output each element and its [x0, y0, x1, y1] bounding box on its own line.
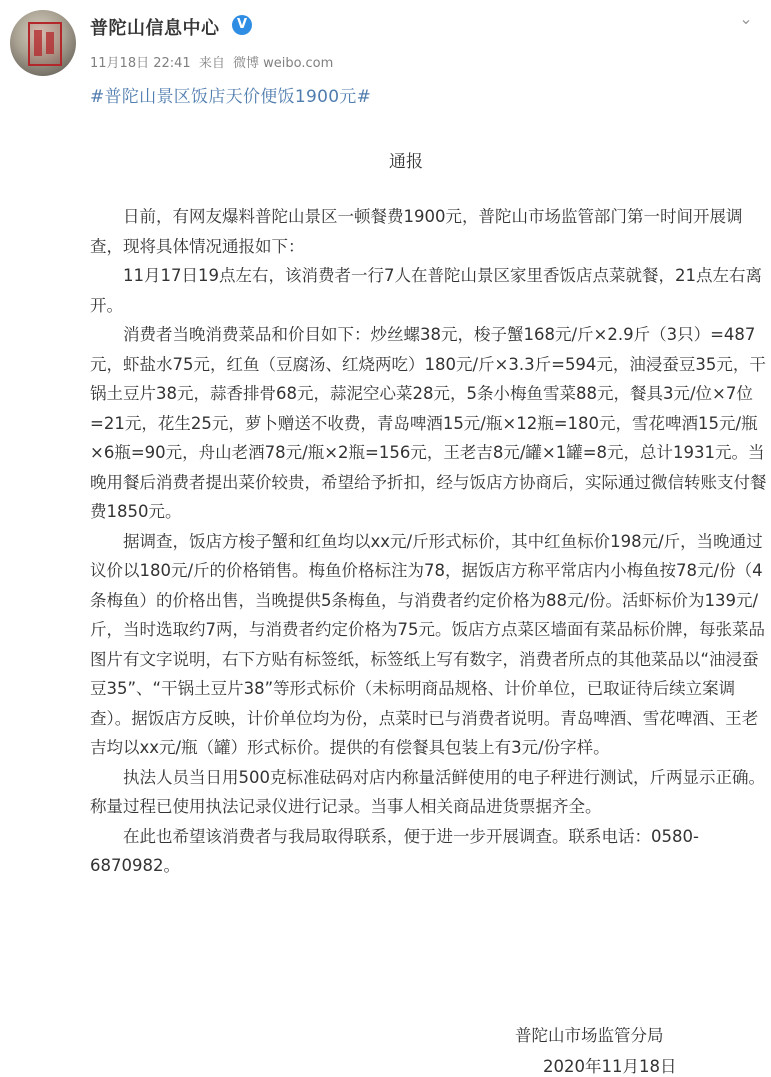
source-prefix: 来自: [198, 56, 225, 71]
post-timestamp[interactable]: 11月18日 22:41: [90, 56, 191, 71]
notice-paragraph: 日前，有网友爆料普陀山景区一顿餐费1900元，普陀山市场监管部门第一时间开展调查，现将具体情况通报如下：: [90, 207, 743, 256]
avatar[interactable]: [10, 10, 76, 76]
verified-badge-icon: V: [232, 15, 252, 35]
notice-paragraph: 消费者当晚消费菜品和价目如下：炒丝螺38元，梭子蟹168元/斤×2.9斤（3只）=487元，虾盐水75元，红鱼（豆腐汤、红烧两吃）180元/斤×3.3斤=594元，油浸蚕豆35元，干锅土豆片38元，蒜香排骨68元，蒜泥空心菜28元，5条小梅鱼雪菜88元，餐具3元/位×7位=21元，花生25元，萝卜赠送不收费，青岛啤酒15元/瓶×12瓶=180元，雪花啤酒15元/瓶×6瓶=90元，舟山老酒78元/瓶×2瓶=156元，王老吉8元/罐×1罐=8元，总计1931元。当晚用餐后消费者提出菜价较贵，希望给予折扣，经与饭店方协商后，实际通过微信转账支付餐费1850元。: [90, 325, 767, 521]
weibo-post-header: [0, 0, 771, 110]
notice-paragraph: 在此也希望该消费者与我局取得联系，便于进一步开展调查。联系电话：0580-6870982。: [90, 826, 699, 875]
hashtag-link[interactable]: #普陀山景区饭店天价便饭1900元#: [90, 87, 372, 107]
notice-paragraph: 执法人员当日用500克标准砝码对店内称量活鲜使用的电子秤进行测试，斤两显示正确。称量过程已使用执法记录仪进行记录。当事人相关商品进货票据齐全。: [90, 767, 765, 816]
notice-title: 通报: [389, 152, 423, 172]
signature-org: 普陀山市场监管分局: [515, 1026, 664, 1045]
user-name-link[interactable]: 普陀山信息中心: [90, 18, 220, 39]
avatar-seal-image: [28, 22, 62, 66]
post-source: 微博 weibo.com: [232, 56, 334, 71]
notice-paragraph: 据调查，饭店方梭子蟹和红鱼均以xx元/斤形式标价，其中红鱼标价198元/斤，当晚通过议价以180元/斤的价格销售。梅鱼价格标注为78，据饭店方称平常店内小梅鱼按78元/份（4条梅鱼）的价格出售，当晚提供5条梅鱼，与消费者约定价格为88元/份。活虾标价为139元/斤，当时选取约7两，与消费者约定价格为75元。饭店方点菜区墙面有菜品标价牌，每张菜品图片有文字说明，右下方贴有标签纸，标签纸上写有数字，消费者所点的其他菜品以“油浸蚕豆35”、“干锅土豆片38”等形式标价（未标明商品规格、计价单位，已取证待后续立案调查）。据饭店方反映，计价单位均为份，点菜时已与消费者说明。青岛啤酒、雪花啤酒、王老吉均以xx元/瓶（罐）形式标价。提供的有偿餐具包装上有3元/份字样。: [90, 531, 765, 757]
notice-paragraph: 11月17日19点左右，该消费者一行7人在普陀山景区家里香饭店点菜就餐，21点左右离开。: [90, 266, 762, 315]
post-meta: [90, 52, 337, 71]
notice-body: [90, 202, 770, 881]
chevron-down-icon[interactable]: ⌄: [739, 9, 753, 28]
signature-date: 2020年11月18日: [543, 1057, 677, 1076]
